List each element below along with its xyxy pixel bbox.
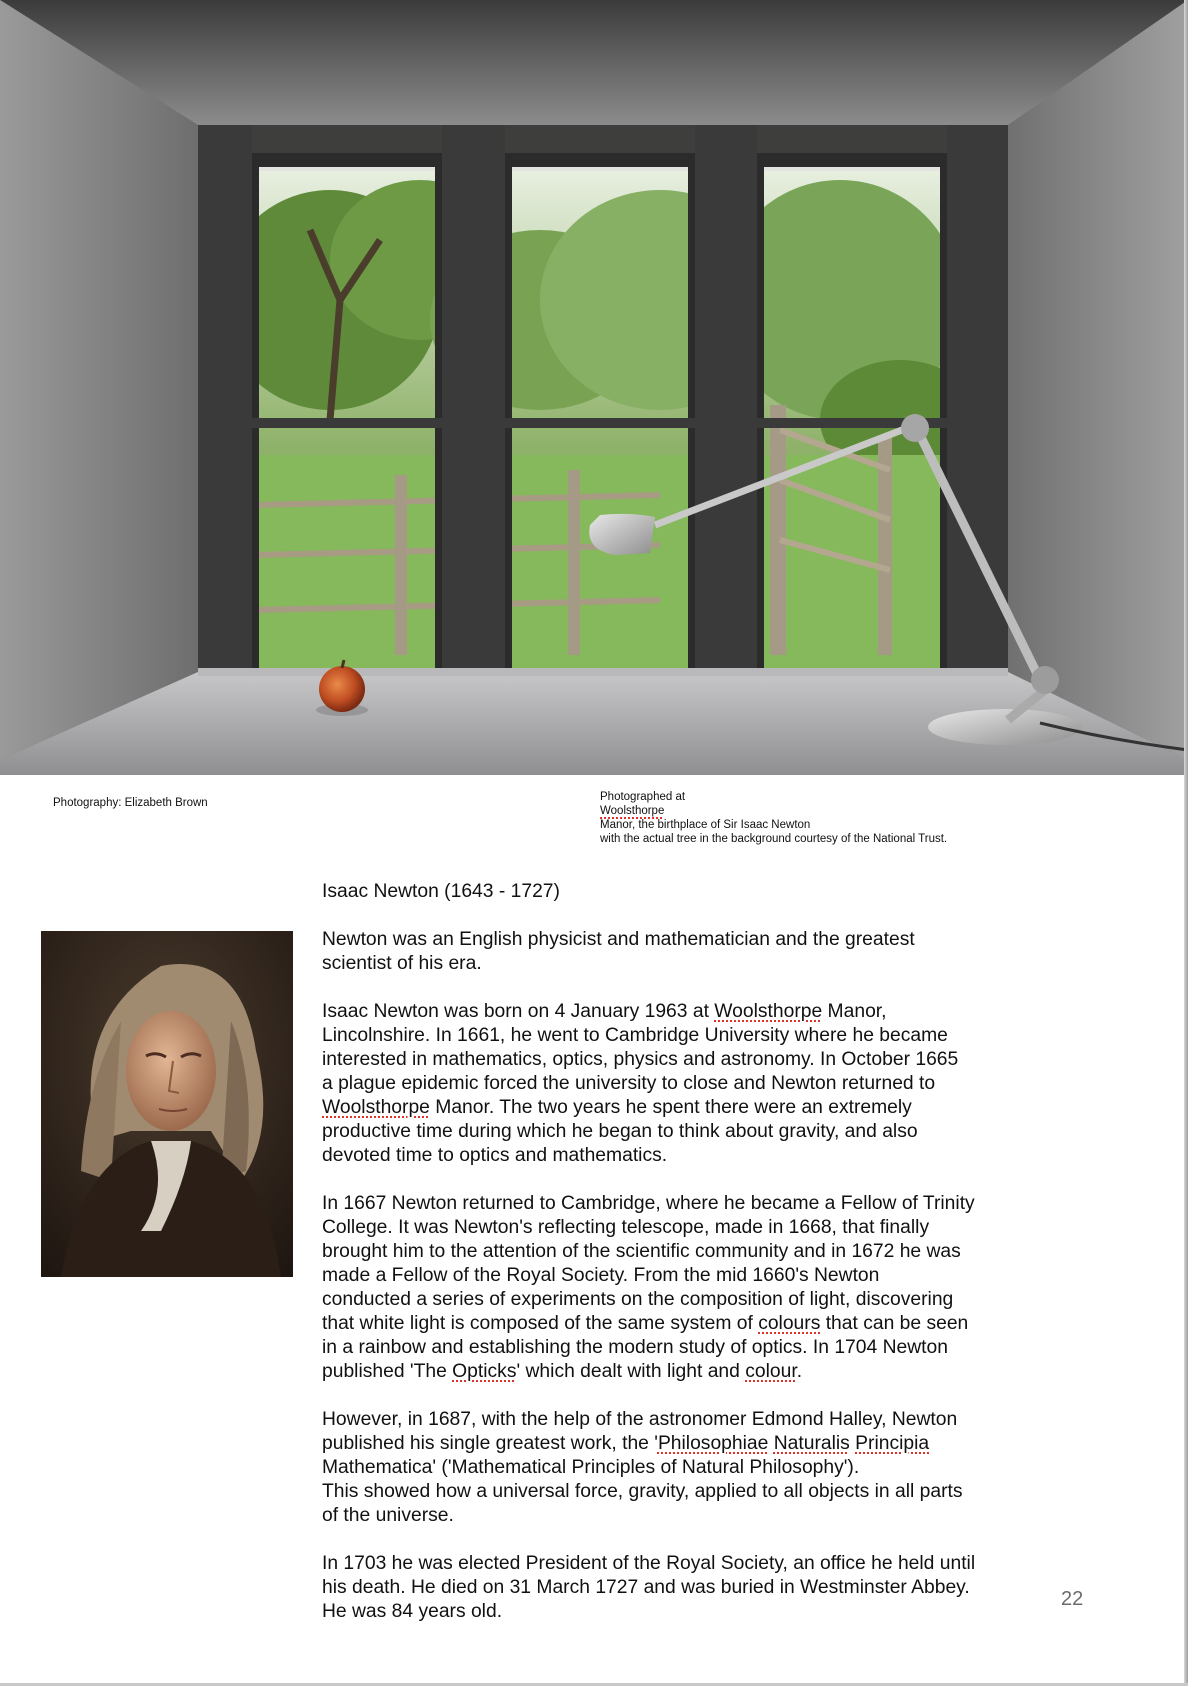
article-paragraph: However, in 1687, with the help of the astronomer Edmond Halley, Newton published his single greatest work, the 'Philosophiae Naturalis Principia Mathematica' ('Mathematical Principles of Natural Philosophy'). This showed how a universal force, gravity, applied to all objects in all parts of the universe.: [322, 1409, 963, 1526]
article-title: Isaac Newton (1643 - 1727): [322, 881, 560, 902]
spellcheck-flagged-word: Opticks: [452, 1361, 517, 1382]
spellcheck-flagged-word: Woolsthorpe: [600, 805, 665, 817]
spellcheck-flagged-word: Woolsthorpe: [714, 1001, 823, 1022]
article-paragraph: Newton was an English physicist and mathematician and the greatest scientist of his era.: [322, 929, 915, 974]
hero-photograph: [0, 0, 1188, 775]
article-paragraph: In 1703 he was elected President of the Royal Society, an office he held until his death. He died on 31 March 1727 and was buried in Westminster Abbey. He was 84 years old.: [322, 1553, 976, 1622]
page-number: 22: [1061, 1588, 1084, 1610]
window-scene-image: [0, 0, 1188, 775]
spellcheck-flagged-word: colours: [758, 1313, 821, 1334]
article-body: [322, 880, 1022, 1648]
page-edge-shadow: [1184, 0, 1188, 1686]
article-paragraph: In 1667 Newton returned to Cambridge, where he became a Fellow of Trinity College. It was Newton's reflecting telescope, made in 1668, that finally brought him to the attention of the scientific community and in 1672 he was made a Fellow of the Royal Society. From the mid 1660's Newton conducted a series of experiments on the composition of light, discovering that white light is composed of the same system of colours that can be seen in a rainbow and establishing the modern study of optics. In 1704 Newton published 'The Opticks' which dealt with light and colour.: [322, 1193, 975, 1382]
photo-location-caption-line: with the actual tree in the background courtesy of the National Trust.: [600, 833, 948, 845]
photo-location-caption: [600, 790, 1020, 846]
spellcheck-flagged-word: Naturalis: [773, 1433, 850, 1454]
newton-portrait-image: [41, 931, 293, 1277]
spellcheck-flagged-word: Philosophiae: [657, 1433, 769, 1454]
portrait-painting: [41, 931, 293, 1277]
article-paragraph: Isaac Newton was born on 4 January 1963 at Woolsthorpe Manor, Lincolnshire. In 1661, he went to Cambridge University where he became interested in mathematics, optics, physics and astronomy. In October 1665 a plague epidemic forced the university to close and Newton returned to Woolsthorpe Manor. The two years he spent there were an extremely productive time during which he began to think about gravity, and also devoted time to optics and mathematics.: [322, 1001, 959, 1166]
photo-credit-caption: Photography: Elizabeth Brown: [53, 797, 208, 809]
spellcheck-flagged-word: Principia: [855, 1433, 930, 1454]
spellcheck-flagged-word: Woolsthorpe: [322, 1097, 430, 1118]
photo-location-caption-line: Photographed at Woolsthorpe Manor, the birthplace of Sir Isaac Newton: [600, 790, 1020, 832]
spellcheck-flagged-word: colour: [745, 1361, 797, 1382]
